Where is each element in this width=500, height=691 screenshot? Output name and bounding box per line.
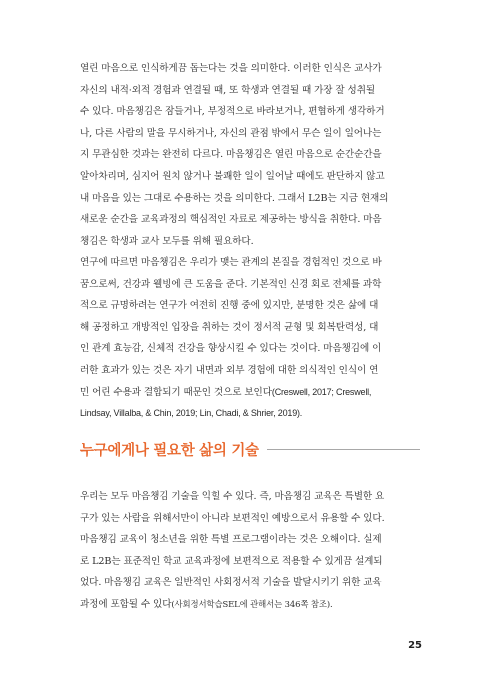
text-line: 지 무관심한 것과는 완전히 다르다. 마음챙김은 열린 마음으로 순간순간을 bbox=[80, 149, 382, 161]
text-line: 로 L2B는 표준적인 학교 교육과정에 보편적으로 적용할 수 있게끔 설계되 bbox=[80, 555, 383, 567]
citation-text: (Creswell, 2017; Creswell, bbox=[271, 386, 372, 397]
text-line: 알아차리며, 심지어 원치 않거나 불쾌한 일이 일어날 때에도 판단하지 않고 bbox=[80, 170, 385, 182]
section-rule bbox=[267, 449, 420, 450]
page-number: 25 bbox=[408, 640, 422, 651]
text-line: 마음챙김 교육이 청소년을 위한 특별 프로그램이라는 것은 오해이다. 실제 bbox=[80, 534, 382, 546]
reference-note: (사회정서학습SEL에 관해서는 346쪽 참조). bbox=[171, 598, 333, 609]
text-line: 챙김은 학생과 교사 모두를 위해 필요하다. bbox=[80, 235, 254, 247]
text-line: 구가 있는 사람을 위해서만이 아니라 보편적인 예방으로서 유용할 수 있다. bbox=[80, 512, 385, 524]
text-line: 인 관계 효능감, 신체적 건강을 향상시킬 수 있다는 것이다. 마음챙김에 이 bbox=[80, 343, 382, 355]
text-fragment: 민 어린 수용과 결합되기 때문인 것으로 보인다 bbox=[80, 386, 272, 398]
text-line: 나, 다른 사람의 말을 무시하거나, 자신의 관점 밖에서 무슨 일이 일어나는 bbox=[80, 127, 382, 139]
text-line: 었다. 마음챙김 교육은 일반적인 사회정서적 기술을 발달시키기 위한 교육 bbox=[80, 577, 382, 589]
body-paragraph-2 bbox=[80, 252, 420, 425]
text-line bbox=[80, 382, 420, 404]
text-line: 새로운 순간을 교육과정의 핵심적인 자료로 제공하는 방식을 취한다. 마음 bbox=[80, 214, 382, 226]
section-heading bbox=[80, 436, 420, 462]
text-line: 해 공정하고 개방적인 입장을 취하는 것이 정서적 균형 및 회복탄력성, 대 bbox=[80, 321, 379, 333]
text-line: 우리는 모두 마음챙김 기술을 익힐 수 있다. 즉, 마음챙김 교육은 특별한 요 bbox=[80, 491, 385, 502]
text-line: 내 마음을 있는 그대로 수용하는 것을 의미한다. 그래서 L2B는 지금 현재의 bbox=[80, 192, 389, 204]
text-line: 수 있다. 마음챙김은 잠들거나, 부정적으로 바라보거나, 편협하게 생각하거 bbox=[80, 106, 385, 118]
text-line: 열린 마음으로 인식하게끔 돕는다는 것을 의미한다. 이러한 인식은 교사가 bbox=[80, 63, 382, 74]
text-line: 꿈으로써, 건강과 웰빙에 큰 도움을 준다. 기본적인 신경 회로 전체를 과학 bbox=[80, 278, 382, 290]
section-title: 누구에게나 필요한 삶의 기술 bbox=[80, 442, 259, 459]
body-paragraph-3 bbox=[80, 486, 420, 616]
citation-text: Lindsay, Villalba, & Chin, 2019; Lin, Chadi, & Shrier, 2019). bbox=[80, 408, 303, 419]
text-fragment: 과정에 포함될 수 있다 bbox=[80, 598, 172, 610]
text-line: 러한 효과가 있는 것은 자기 내면과 외부 경험에 대한 의식적인 인식이 연 bbox=[80, 364, 379, 376]
text-line: 적으로 규명하려는 연구가 여전히 진행 중에 있지만, 분명한 것은 삶에 대 bbox=[80, 300, 379, 312]
body-paragraph-1 bbox=[80, 58, 420, 252]
text-line bbox=[80, 594, 420, 616]
text-line: 연구에 따르면 마음챙김은 우리가 맺는 관계의 본질을 경험적인 것으로 바 bbox=[80, 257, 382, 268]
text-line: 자신의 내적·외적 경험과 연결될 때, 또 학생과 연결될 때 가장 잘 성취될 bbox=[80, 84, 376, 96]
